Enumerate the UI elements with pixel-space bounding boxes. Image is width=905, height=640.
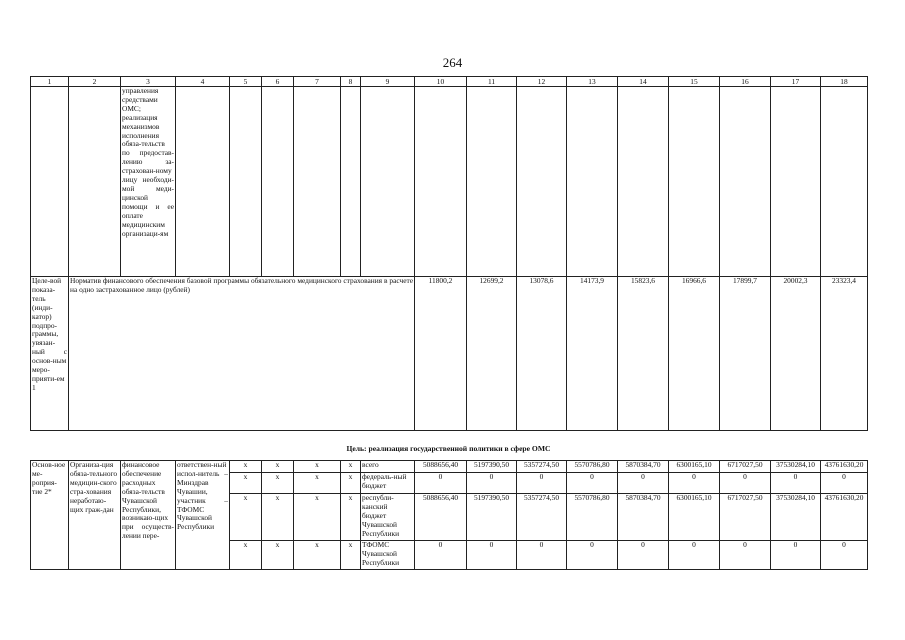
x-cell: x: [230, 541, 262, 570]
x-cell: x: [341, 541, 361, 570]
x-cell: x: [262, 473, 294, 494]
amount: 5870384,70: [618, 493, 669, 540]
amount: 37530284,10: [771, 461, 821, 473]
amount: 6717027,50: [720, 461, 771, 473]
x-cell: x: [262, 541, 294, 570]
x-cell: x: [294, 493, 341, 540]
event-executor: ответствен-ный испол-нитель – Минздрав Чувашии, участник – ТФОМС Чувашской Республики: [176, 461, 230, 570]
x-cell: x: [294, 473, 341, 494]
amount: 0: [517, 541, 567, 570]
amount: 6300165,10: [669, 461, 720, 473]
header-cell: 9: [361, 77, 415, 87]
indicator-value: 13078,6: [517, 277, 567, 431]
header-cell: 5: [230, 77, 262, 87]
indicator-value: 20002,3: [771, 277, 821, 431]
amount: 0: [771, 541, 821, 570]
header-cell: 16: [720, 77, 771, 87]
indicator-value: 16966,6: [669, 277, 720, 431]
amount: 0: [415, 541, 467, 570]
continuation-row: [31, 87, 868, 277]
amount: 43761630,20: [821, 493, 868, 540]
event-row: [31, 461, 868, 473]
x-cell: x: [230, 473, 262, 494]
event-number: Основ-ное ме-роприя-тие 2*: [31, 461, 69, 570]
amount: 5570786,80: [567, 493, 618, 540]
x-cell: x: [294, 541, 341, 570]
amount: 0: [567, 541, 618, 570]
header-cell: 15: [669, 77, 720, 87]
amount: 37530284,10: [771, 493, 821, 540]
amount: 0: [720, 541, 771, 570]
amount: 0: [567, 473, 618, 494]
header-cell: 4: [176, 77, 230, 87]
header-row: [31, 77, 868, 87]
indicator-text: Норматив финансового обеспечения базовой программы обязательного медицинского страхования в расчете на одно застрахованное лицо (рублей): [69, 277, 415, 431]
x-cell: x: [341, 493, 361, 540]
amount: 5570786,80: [567, 461, 618, 473]
header-cell: 13: [567, 77, 618, 87]
x-cell: x: [294, 461, 341, 473]
amount: 5197390,50: [467, 461, 517, 473]
funding-source: ТФОМС Чувашской Республики: [361, 541, 415, 570]
x-cell: x: [341, 473, 361, 494]
x-cell: x: [230, 493, 262, 540]
amount: 6300165,10: [669, 493, 720, 540]
header-cell: 18: [821, 77, 868, 87]
amount: 0: [669, 473, 720, 494]
amount: 0: [821, 473, 868, 494]
indicator-value: 15823,6: [618, 277, 669, 431]
funding-source: всего: [361, 461, 415, 473]
amount: 0: [467, 541, 517, 570]
top-table: [30, 76, 868, 431]
indicator-value: 17899,7: [720, 277, 771, 431]
indicator-row: [31, 277, 868, 431]
amount: 5197390,50: [467, 493, 517, 540]
header-cell: 1: [31, 77, 69, 87]
amount: 5357274,50: [517, 493, 567, 540]
amount: 0: [415, 473, 467, 494]
indicator-value: 23323,4: [821, 277, 868, 431]
x-cell: x: [262, 461, 294, 473]
amount: 0: [821, 541, 868, 570]
event-name: Организа-ция обяза-тельного медицин-ского стра-хования неработаю-щих граж-дан: [69, 461, 121, 570]
x-cell: x: [262, 493, 294, 540]
header-cell: 6: [262, 77, 294, 87]
header-cell: 17: [771, 77, 821, 87]
indicator-value: 14173,9: [567, 277, 618, 431]
amount: 6717027,50: [720, 493, 771, 540]
header-cell: 8: [341, 77, 361, 87]
amount: 0: [669, 541, 720, 570]
continuation-text: управления средствами ОМС; реализация механизмов исполнения обяза-тельств по предостав-лению за-страхован-ному лицу необходи-мой меди-цинской помощи и ее оплате медицинским организаци-ям: [121, 87, 176, 277]
header-cell: 2: [69, 77, 121, 87]
amount: 0: [771, 473, 821, 494]
amount: 43761630,20: [821, 461, 868, 473]
indicator-value: 12699,2: [467, 277, 517, 431]
amount: 5870384,70: [618, 461, 669, 473]
amount: 5357274,50: [517, 461, 567, 473]
header-cell: 11: [467, 77, 517, 87]
amount: 5088656,40: [415, 493, 467, 540]
indicator-label: Целе-вой показа-тель (инди-катор) подпро-граммы, увязан-ный с основ-ным меро-прияти-ем 1: [31, 277, 69, 431]
funding-source: федераль-ный бюджет: [361, 473, 415, 494]
amount: 0: [618, 541, 669, 570]
header-cell: 12: [517, 77, 567, 87]
event-result: финансовое обеспечение расходных обяза-тельств Чувашской Республики, возникаю-щих при осуществ-лении пере-: [121, 461, 176, 570]
indicator-value: 11800,2: [415, 277, 467, 431]
x-cell: x: [341, 461, 361, 473]
event-table: [30, 460, 868, 570]
goal-heading: Цель: реализация государственной политики в сфере ОМС: [346, 444, 551, 453]
x-cell: x: [230, 461, 262, 473]
amount: 0: [517, 473, 567, 494]
header-cell: 3: [121, 77, 176, 87]
amount: 0: [467, 473, 517, 494]
header-cell: 7: [294, 77, 341, 87]
amount: 0: [720, 473, 771, 494]
page-number: 264: [442, 55, 463, 70]
header-cell: 14: [618, 77, 669, 87]
amount: 0: [618, 473, 669, 494]
amount: 5088656,40: [415, 461, 467, 473]
header-cell: 10: [415, 77, 467, 87]
funding-source: республи-канский бюджет Чувашской Республики: [361, 493, 415, 540]
